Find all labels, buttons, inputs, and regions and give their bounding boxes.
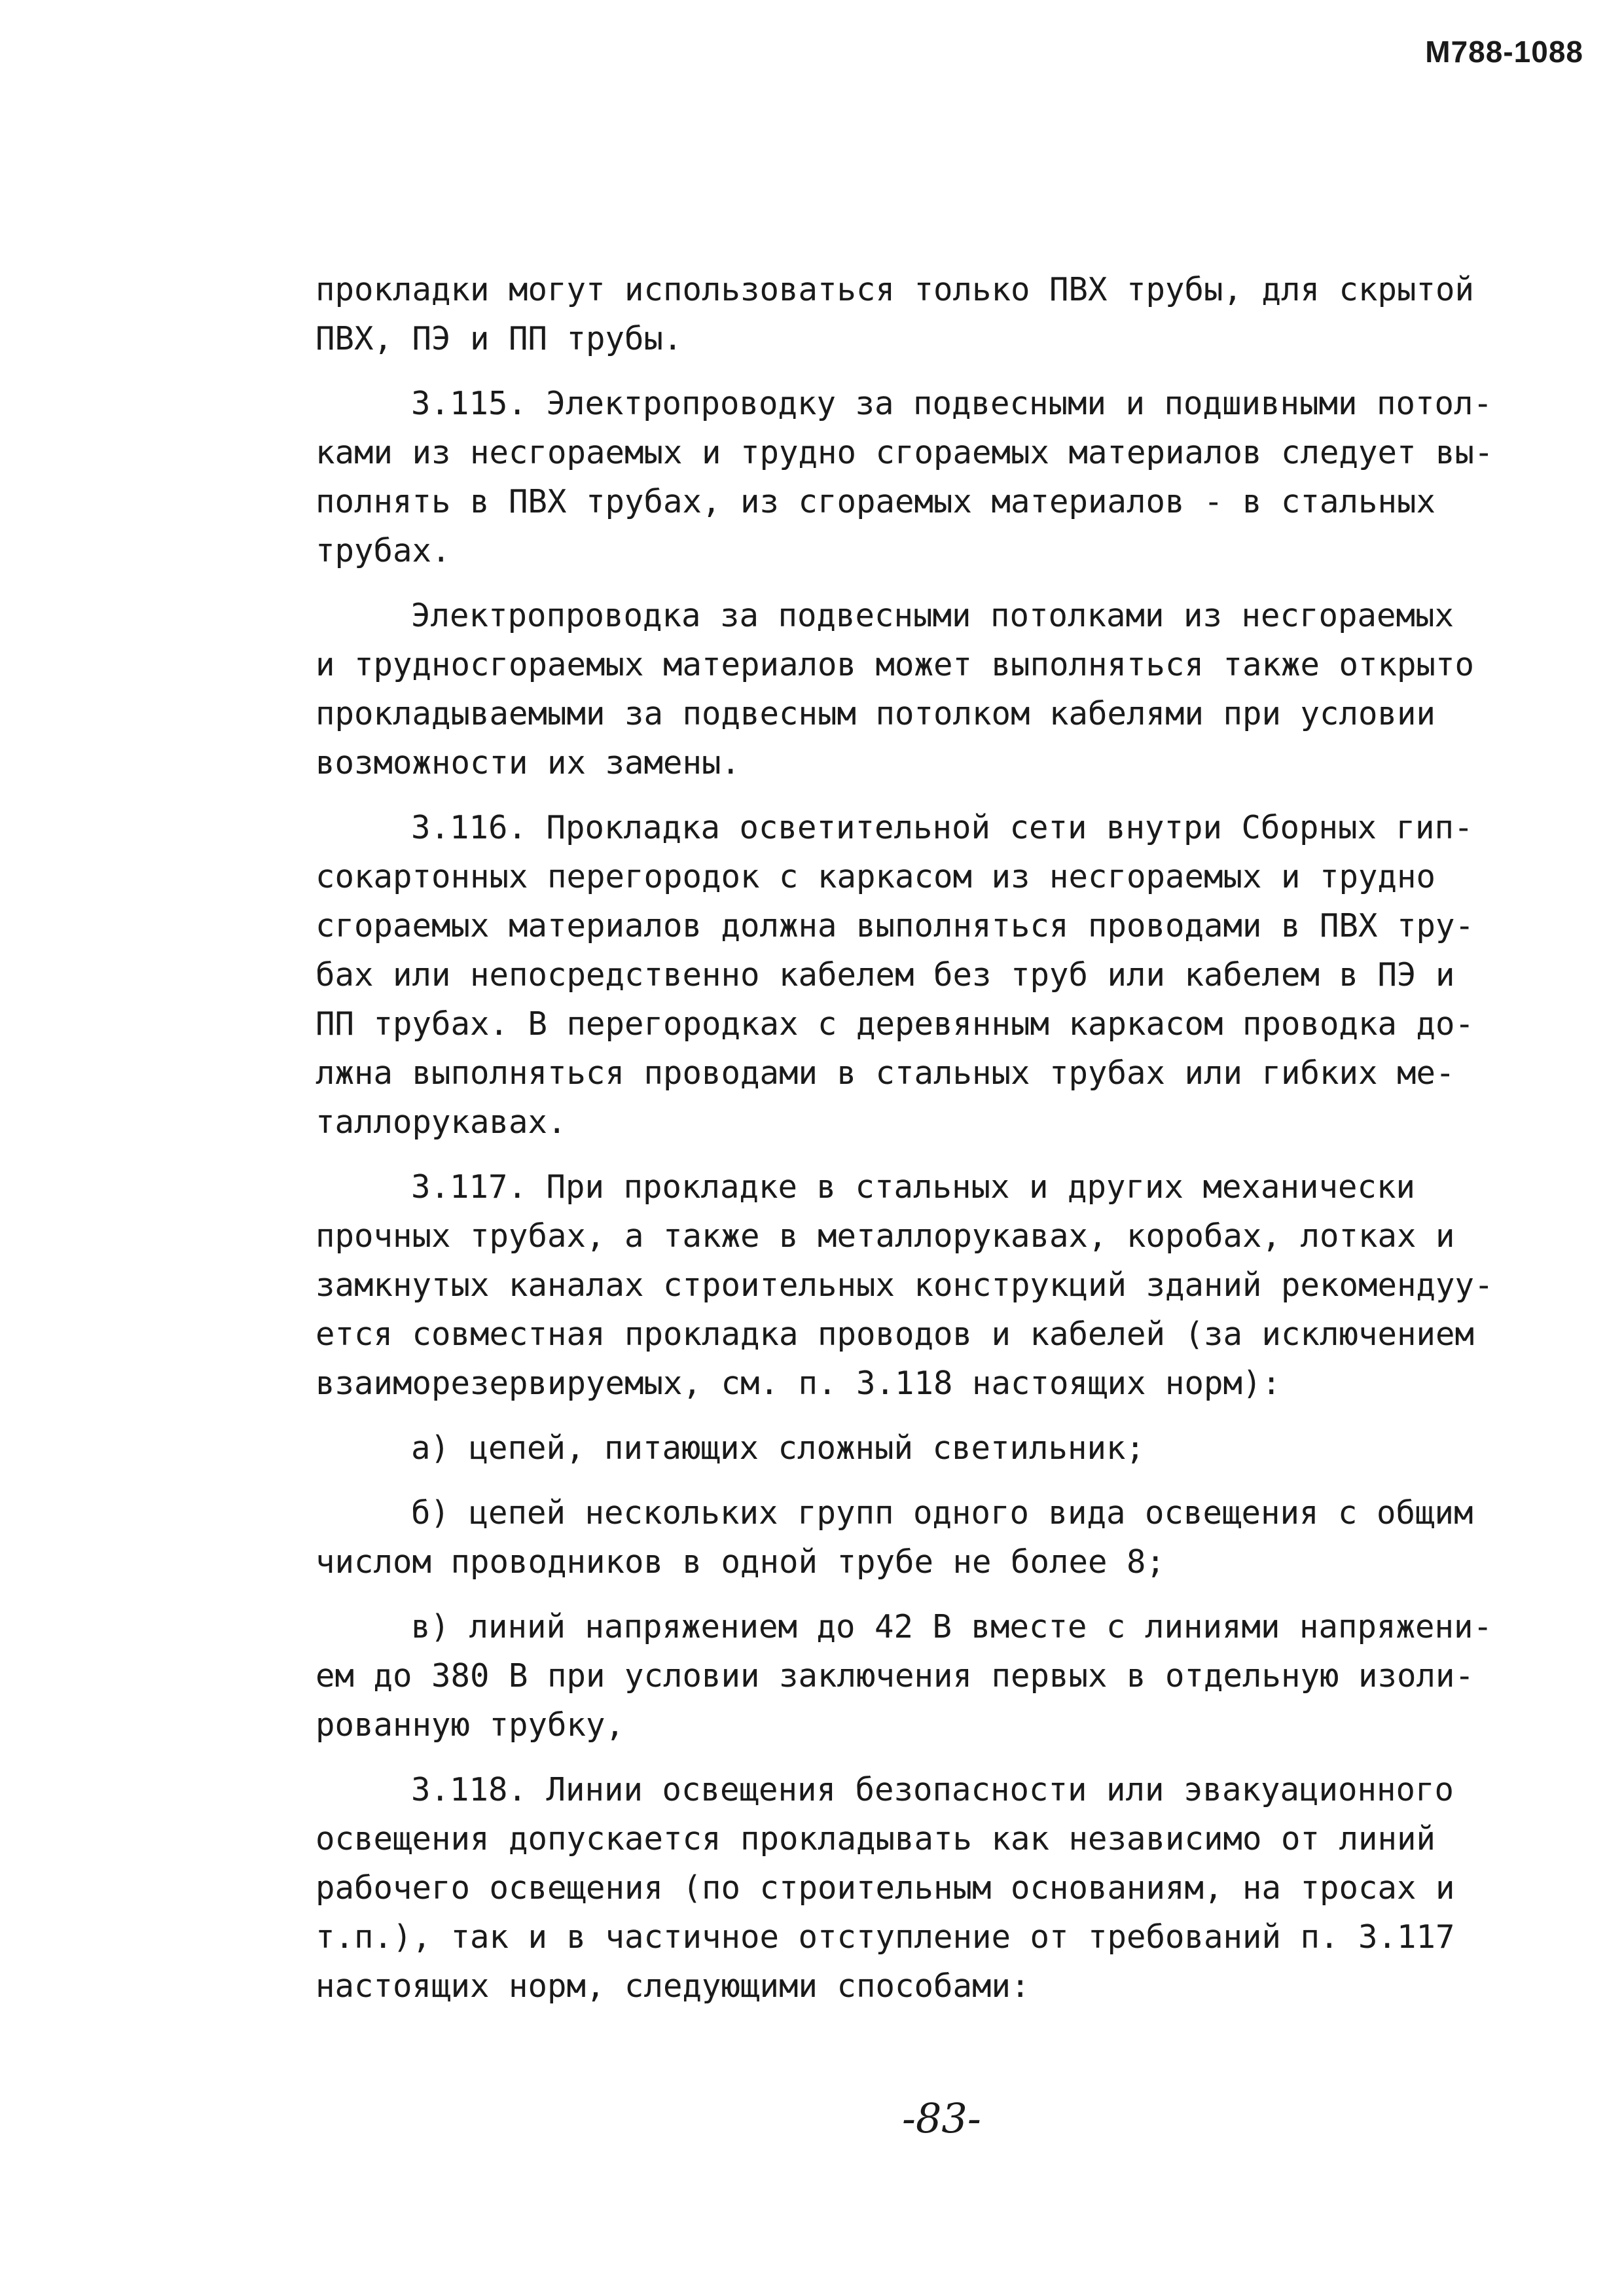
paragraph <box>316 1488 1546 1587</box>
text-line: освещения допускается прокладывать как независимо от линий <box>316 1820 1436 1857</box>
text-line: трубах. <box>316 532 451 569</box>
text-line: прокладываемыми за подвесным потолком кабелями при условии <box>316 695 1436 732</box>
text-line: сгораемых материалов должна выполняться проводами в ПВХ тру- <box>316 907 1475 944</box>
paragraph <box>316 379 1546 575</box>
text-line: 3.115. Электропроводку за подвесными и подшивными потол- <box>411 385 1493 422</box>
text-line: прочных трубах, а также в металлорукавах, коробах, лотках и <box>316 1217 1455 1255</box>
paragraph <box>316 1162 1546 1408</box>
text-line: 3.116. Прокладка осветительной сети внутри Сборных гип- <box>411 809 1473 846</box>
text-line: б) цепей нескольких групп одного вида освещения с общим <box>411 1494 1473 1532</box>
text-line: настоящих норм, следующими способами: <box>316 1967 1030 2005</box>
text-line: замкнутых каналах строительных конструкций зданий рекомендуу- <box>316 1266 1494 1304</box>
text-line: 3.117. При прокладке в стальных и других механически <box>411 1168 1416 1206</box>
text-line: лжна выполняться проводами в стальных трубах или гибких ме- <box>316 1054 1455 1092</box>
text-line: Электропроводка за подвесными потолками из несгораемых <box>411 597 1454 634</box>
text-line: 3.118. Линии освещения безопасности или эвакуационного <box>411 1771 1454 1808</box>
text-line: и трудносгораемых материалов может выполняться также открыто <box>316 646 1475 683</box>
text-line: т.п.), так и в частичное отступление от требований п. 3.117 <box>316 1918 1455 1956</box>
paragraph <box>316 591 1546 787</box>
text-line: ПП трубах. В перегородках с деревянным каркасом проводка до- <box>316 1005 1475 1043</box>
text-line: взаиморезервируемых, см. п. 3.118 настоящих норм): <box>316 1365 1282 1402</box>
paragraph <box>316 265 1546 363</box>
page-body <box>316 265 1546 2026</box>
text-line: рабочего освещения (по строительным основаниям, на тросах и <box>316 1869 1455 1907</box>
text-line: ется совместная прокладка проводов и кабелей (за исключением <box>316 1316 1475 1353</box>
text-line: ПВХ, ПЭ и ПП трубы. <box>316 320 683 357</box>
text-line: прокладки могут использоваться только ПВХ трубы, для скрытой <box>316 271 1475 308</box>
text-line: ем до 380 В при условии заключения первых в отдельную изоли- <box>316 1657 1475 1695</box>
text-line: ками из несгораемых и трудно сгораемых материалов следует вы- <box>316 434 1494 471</box>
text-line: в) линий напряжением до 42 В вместе с линиями напряжени- <box>411 1608 1493 1645</box>
paragraph <box>316 803 1546 1147</box>
paragraph <box>316 1424 1546 1473</box>
text-line: бах или непосредственно кабелем без труб или кабелем в ПЭ и <box>316 956 1455 994</box>
text-line: а) цепей, питающих сложный светильник; <box>411 1429 1146 1467</box>
text-line: возможности их замены. <box>316 744 741 781</box>
text-line: числом проводников в одной трубе не более 8; <box>316 1543 1166 1581</box>
text-line: таллорукавах. <box>316 1103 567 1141</box>
paragraph <box>316 1765 1546 2011</box>
text-line: полнять в ПВХ трубах, из сгораемых материалов - в стальных <box>316 483 1436 520</box>
document-code: М788-1088 <box>1425 35 1583 69</box>
text-line: рованную трубку, <box>316 1706 625 1744</box>
text-line: сокартонных перегородок с каркасом из несгораемых и трудно <box>316 858 1436 895</box>
paragraph <box>316 1602 1546 1749</box>
page-number: -83- <box>902 2094 981 2142</box>
